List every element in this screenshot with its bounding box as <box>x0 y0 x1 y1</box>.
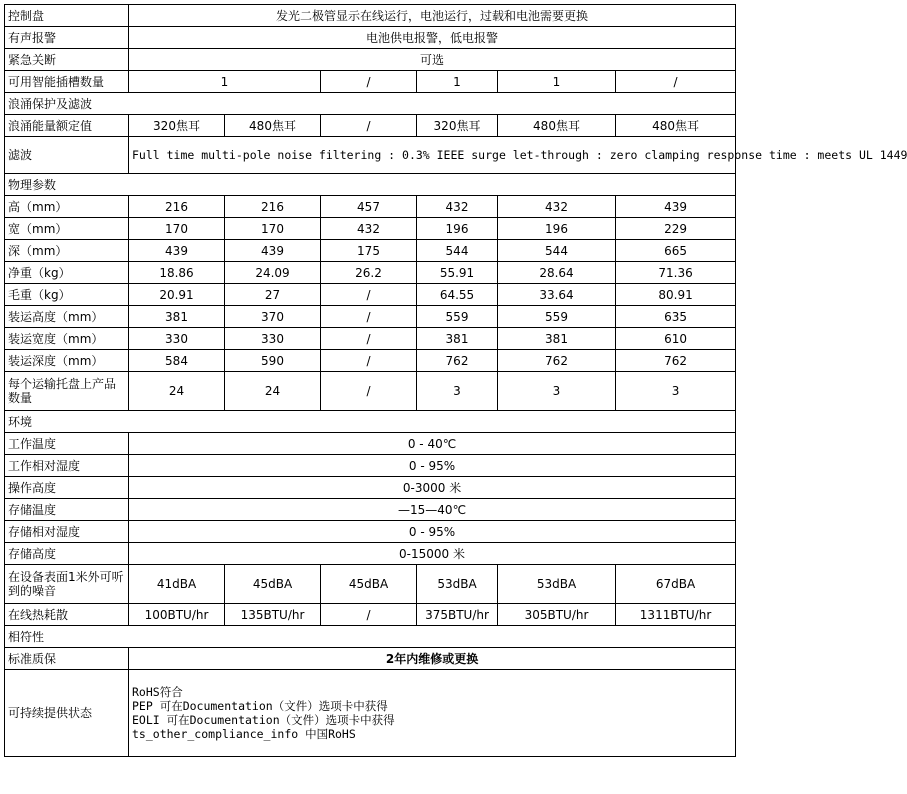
row-value: —15—40℃ <box>129 499 736 521</box>
row-value: Full time multi-pole noise filtering : 0.3% IEEE surge let-through : zero clamping response time : meets UL 1449 <box>129 137 736 174</box>
table-cell: 762 <box>417 350 498 372</box>
table-cell: 381 <box>498 328 616 350</box>
table-cell: 135BTU/hr <box>225 604 321 626</box>
table-cell: 544 <box>498 240 616 262</box>
row-storage-temperature <box>5 499 736 521</box>
table-cell: 370 <box>225 306 321 328</box>
table-cell: 175 <box>321 240 417 262</box>
table-cell: / <box>321 328 417 350</box>
table-cell: 26.2 <box>321 262 417 284</box>
table-cell: 216 <box>225 196 321 218</box>
table-cell: 71.36 <box>616 262 736 284</box>
row-filtering <box>5 137 736 174</box>
table-cell: 216 <box>129 196 225 218</box>
row-shipping-width <box>5 328 736 350</box>
table-cell: 330 <box>225 328 321 350</box>
table-cell: 559 <box>417 306 498 328</box>
spec-table <box>4 4 907 757</box>
row-gross-weight <box>5 284 736 306</box>
table-cell: 24.09 <box>225 262 321 284</box>
table-cell: 320焦耳 <box>417 115 498 137</box>
row-storage-altitude <box>5 543 736 565</box>
row-label: 滤波 <box>5 137 129 174</box>
table-cell: 229 <box>616 218 736 240</box>
table-cell: 1311BTU/hr <box>616 604 736 626</box>
table-cell: 170 <box>129 218 225 240</box>
table-cell: / <box>321 604 417 626</box>
table-cell: 381 <box>129 306 225 328</box>
table-cell: 1 <box>129 71 321 93</box>
table-cell: 432 <box>498 196 616 218</box>
table-cell: 1 <box>417 71 498 93</box>
row-label: 标准质保 <box>5 648 129 670</box>
table-cell: 330 <box>129 328 225 350</box>
table-cell: 64.55 <box>417 284 498 306</box>
table-cell: 55.91 <box>417 262 498 284</box>
row-value: 0 - 95% <box>129 521 736 543</box>
row-label: 毛重（kg） <box>5 284 129 306</box>
table-cell: 100BTU/hr <box>129 604 225 626</box>
table-cell: 41dBA <box>129 565 225 604</box>
table-cell: 28.64 <box>498 262 616 284</box>
table-cell: 3 <box>498 372 616 411</box>
row-label: 浪涌能量额定值 <box>5 115 129 137</box>
table-cell: 544 <box>417 240 498 262</box>
table-cell: 20.91 <box>129 284 225 306</box>
row-pallet-quantity <box>5 372 736 411</box>
list-item: RoHS符合 <box>132 685 183 699</box>
sustainability-list <box>129 670 736 757</box>
row-label: 工作相对湿度 <box>5 455 129 477</box>
row-value: 电池供电报警，低电报警 <box>129 27 736 49</box>
table-cell: 375BTU/hr <box>417 604 498 626</box>
table-cell: 381 <box>417 328 498 350</box>
table-cell: 439 <box>129 240 225 262</box>
table-cell: 1 <box>498 71 616 93</box>
row-value: 0-15000 米 <box>129 543 736 565</box>
list-item: ts_other_compliance_info 中国RoHS <box>132 727 356 741</box>
row-smart-slots <box>5 71 736 93</box>
table-cell: 480焦耳 <box>225 115 321 137</box>
row-operating-altitude <box>5 477 736 499</box>
table-cell: 439 <box>616 196 736 218</box>
table-cell: 480焦耳 <box>616 115 736 137</box>
section-heading: 物理参数 <box>5 174 736 196</box>
table-cell: 80.91 <box>616 284 736 306</box>
row-physical-height <box>5 196 736 218</box>
row-label: 控制盘 <box>5 5 129 27</box>
row-value: 0 - 40℃ <box>129 433 736 455</box>
table-cell: 590 <box>225 350 321 372</box>
row-value: 发光二极管显示在线运行，电池运行，过载和电池需要更换 <box>129 5 736 27</box>
table-cell: / <box>616 71 736 93</box>
row-storage-humidity <box>5 521 736 543</box>
section-environment <box>5 411 736 433</box>
table-cell: 439 <box>225 240 321 262</box>
table-cell: 559 <box>498 306 616 328</box>
section-heading: 浪涌保护及滤波 <box>5 93 736 115</box>
table-cell: 18.86 <box>129 262 225 284</box>
table-cell: 480焦耳 <box>498 115 616 137</box>
row-label: 净重（kg） <box>5 262 129 284</box>
table-cell: 3 <box>417 372 498 411</box>
row-physical-depth <box>5 240 736 262</box>
row-control-panel <box>5 5 736 27</box>
row-physical-width <box>5 218 736 240</box>
row-value: 0-3000 米 <box>129 477 736 499</box>
table-cell: 24 <box>129 372 225 411</box>
section-physical <box>5 174 736 196</box>
table-cell: / <box>321 284 417 306</box>
row-label: 装运高度（mm） <box>5 306 129 328</box>
row-value: 2年内维修或更换 <box>129 648 736 670</box>
table-cell: 457 <box>321 196 417 218</box>
row-label: 可持续提供状态 <box>5 670 129 757</box>
table-cell: 635 <box>616 306 736 328</box>
table-cell: / <box>321 115 417 137</box>
row-shipping-depth <box>5 350 736 372</box>
row-sustainability <box>5 670 736 757</box>
table-cell: 45dBA <box>321 565 417 604</box>
row-surge-rating <box>5 115 736 137</box>
list-item: EOLI 可在Documentation（文件）选项卡中获得 <box>132 713 395 727</box>
row-label: 装运深度（mm） <box>5 350 129 372</box>
table-cell: 196 <box>417 218 498 240</box>
table-cell: 305BTU/hr <box>498 604 616 626</box>
row-label: 存储相对湿度 <box>5 521 129 543</box>
row-operating-humidity <box>5 455 736 477</box>
row-label: 可用智能插槽数量 <box>5 71 129 93</box>
row-label: 有声报警 <box>5 27 129 49</box>
row-label: 宽（mm） <box>5 218 129 240</box>
row-audible-noise <box>5 565 736 604</box>
row-audible-alarm <box>5 27 736 49</box>
section-surge <box>5 93 736 115</box>
table-cell: / <box>321 372 417 411</box>
row-operating-temperature <box>5 433 736 455</box>
table-cell: 320焦耳 <box>129 115 225 137</box>
table-cell: 27 <box>225 284 321 306</box>
row-value: 可选 <box>129 49 736 71</box>
list-item: PEP 可在Documentation（文件）选项卡中获得 <box>132 699 388 713</box>
table-cell: / <box>321 71 417 93</box>
section-conformance <box>5 626 736 648</box>
row-label: 存储温度 <box>5 499 129 521</box>
row-heat-dissipation <box>5 604 736 626</box>
table-cell: 45dBA <box>225 565 321 604</box>
row-label: 操作高度 <box>5 477 129 499</box>
row-label: 在设备表面1米外可听到的噪音 <box>5 565 129 604</box>
table-cell: 170 <box>225 218 321 240</box>
table-cell: 762 <box>498 350 616 372</box>
section-heading: 环境 <box>5 411 736 433</box>
table-cell: 196 <box>498 218 616 240</box>
section-heading: 相符性 <box>5 626 736 648</box>
table-cell: 53dBA <box>498 565 616 604</box>
table-cell: 610 <box>616 328 736 350</box>
row-shipping-height <box>5 306 736 328</box>
table-cell: 53dBA <box>417 565 498 604</box>
row-label: 深（mm） <box>5 240 129 262</box>
row-label: 存储高度 <box>5 543 129 565</box>
table-cell: / <box>321 350 417 372</box>
table-cell: 665 <box>616 240 736 262</box>
row-label: 工作温度 <box>5 433 129 455</box>
table-cell: 762 <box>616 350 736 372</box>
row-emergency-off <box>5 49 736 71</box>
row-label: 紧急关断 <box>5 49 129 71</box>
table-cell: 3 <box>616 372 736 411</box>
row-warranty <box>5 648 736 670</box>
row-value: 0 - 95% <box>129 455 736 477</box>
table-cell: 33.64 <box>498 284 616 306</box>
row-label: 装运宽度（mm） <box>5 328 129 350</box>
row-label: 每个运输托盘上产品数量 <box>5 372 129 411</box>
row-net-weight <box>5 262 736 284</box>
row-label: 在线热耗散 <box>5 604 129 626</box>
table-cell: 24 <box>225 372 321 411</box>
table-cell: / <box>321 306 417 328</box>
table-cell: 432 <box>417 196 498 218</box>
table-cell: 67dBA <box>616 565 736 604</box>
table-cell: 432 <box>321 218 417 240</box>
table-cell: 584 <box>129 350 225 372</box>
row-label: 高（mm） <box>5 196 129 218</box>
